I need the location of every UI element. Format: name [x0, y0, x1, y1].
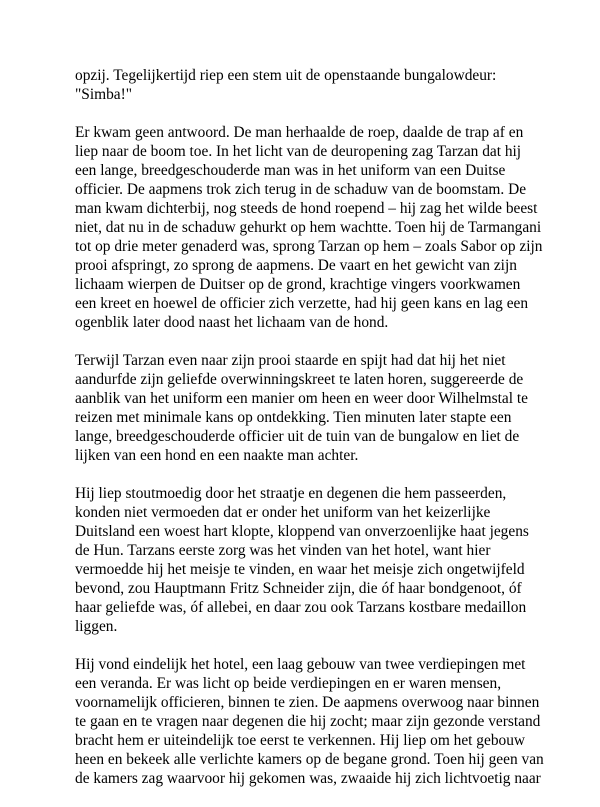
text-line: reizen met minimale kans op ontdekking. Tien minuten later stapte een [75, 409, 512, 426]
paragraph-3 [75, 351, 545, 465]
text-line: bracht hem er uiteindelijk toe eerst te verkennen. Hij liep om het gebouw [75, 732, 526, 749]
text-line: ogenblik later dood naast het lichaam van de hond. [75, 314, 389, 331]
text-line: vermoedde hij het meisje te vinden, en waar het meisje zich ongetwijfeld [75, 561, 525, 578]
text-line: tot op drie meter genaderd was, sprong Tarzan op hem – zoals Sabor op zijn [75, 238, 543, 255]
text-line: de kamers zag waarvoor hij gekomen was, zwaaide hij zich lichtvoetig naar [75, 770, 541, 787]
text-line: Duitsland een woest hart klopte, kloppend van onverzoenlijke haat jegens [75, 523, 529, 540]
text-line: bevond, zou Hauptmann Fritz Schneider zijn, die óf haar bondgenoot, óf [75, 580, 522, 597]
text-line: Hij vond eindelijk het hotel, een laag gebouw van twee verdiepingen met [75, 656, 526, 673]
paragraph-5 [75, 655, 545, 788]
text-line: een lange, breedgeschouderde man was in het uniform van een Duitse [75, 162, 506, 179]
text-line: prooi afspringt, zo sprong de aapmens. De vaart en het gewicht van zijn [75, 257, 517, 274]
text-line: een veranda. Er was licht op beide verdiepingen en er waren mensen, [75, 675, 502, 692]
text-line: man kwam dichterbij, nog steeds de hond roepend – hij zag het wilde beest [75, 200, 538, 217]
text-line: haar geliefde was, óf allebei, en daar zou ook Tarzans kostbare medaillon [75, 599, 527, 616]
text-line: Terwijl Tarzan even naar zijn prooi staarde en spijt had dat hij het niet [75, 352, 506, 369]
text-line: heen en bekeek alle verlichte kamers op de begane grond. Toen hij geen van [75, 751, 544, 768]
paragraph-1 [75, 66, 545, 104]
text-line: liggen. [75, 618, 118, 635]
text-line: te gaan en te vragen naar degenen die hij zocht; maar zijn gezonde verstand [75, 713, 541, 730]
text-line: opzij. Tegelijkertijd riep een stem uit de openstaande bungalowdeur: [75, 67, 497, 84]
text-line: lange, breedgeschouderde officier uit de tuin van de bungalow en liet de [75, 428, 520, 445]
paragraph-2 [75, 123, 545, 332]
text-line: officier. De aapmens trok zich terug in de schaduw van de boomstam. De [75, 181, 527, 198]
document-page [75, 66, 545, 807]
text-line: Er kwam geen antwoord. De man herhaalde de roep, daalde de trap af en [75, 124, 524, 141]
paragraph-4 [75, 484, 545, 636]
text-line: lijken van een hond en een naakte man achter. [75, 447, 359, 464]
text-line: konden niet vermoeden dat er onder het uniform van het keizerlijke [75, 504, 491, 521]
text-line: een kreet en hoewel de officier zich verzette, had hij geen kans en lag een [75, 295, 529, 312]
text-line: aandurfde zijn geliefde overwinningskreet te laten horen, suggereerde de [75, 371, 524, 388]
text-line: niet, dat nu in de schaduw gehurkt op hem wachtte. Toen hij de Tarmangani [75, 219, 542, 236]
text-line: Hij liep stoutmoedig door het straatje en degenen die hem passeerden, [75, 485, 507, 502]
text-line: de Hun. Tarzans eerste zorg was het vinden van het hotel, want hier [75, 542, 491, 559]
text-line: lichaam wierpen de Duitser op de grond, krachtige vingers voorkwamen [75, 276, 521, 293]
text-line: liep naar de boom toe. In het licht van de deuropening zag Tarzan dat hij [75, 143, 522, 160]
text-line: voornamelijk officieren, binnen te zien. De aapmens overwoog naar binnen [75, 694, 540, 711]
text-line: "Simba!" [75, 86, 133, 103]
text-line: aanblik van het uniform een manier om heen en weer door Wilhelmstal te [75, 390, 528, 407]
